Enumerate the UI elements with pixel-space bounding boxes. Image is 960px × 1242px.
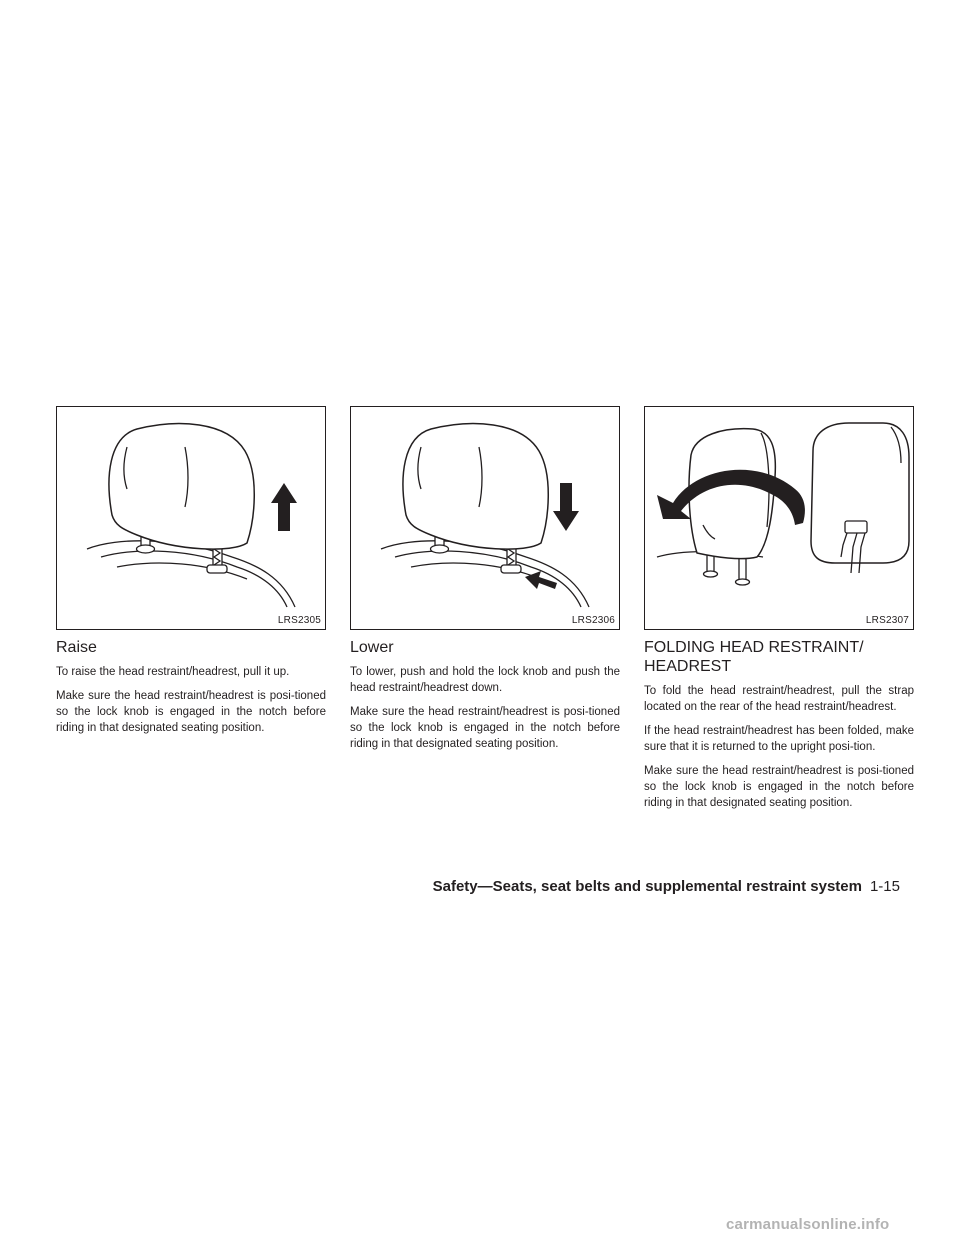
column-raise	[56, 406, 326, 744]
figure-raise	[56, 406, 326, 630]
page-footer	[433, 878, 900, 895]
watermark[interactable]: carmanualsonline.info	[726, 1216, 890, 1233]
page-number: 1-15	[869, 878, 900, 895]
raise-headrest-illustration	[57, 407, 325, 629]
column-folding	[644, 406, 914, 819]
column-lower	[350, 406, 620, 760]
lower-headrest-illustration	[351, 407, 619, 629]
paragraph: Make sure the head restraint/headrest is posi-tioned so the lock knob is engaged in the notch before riding in that designated seating position.	[350, 706, 620, 750]
paragraph: To raise the head restraint/headrest, pull it up.	[56, 666, 290, 678]
paragraph: If the head restraint/headrest has been folded, make sure that it is returned to the upright posi-tion.	[644, 725, 914, 753]
paragraph: Make sure the head restraint/headrest is posi-tioned so the lock knob is engaged in the notch before riding in that designated seating position.	[56, 690, 326, 734]
footer-section-title: Safety—Seats, seat belts and supplemental restraint system	[432, 878, 862, 895]
fold-headrest-illustration	[645, 407, 913, 629]
paragraph: To fold the head restraint/headrest, pull the strap located on the rear of the head restraint/headrest.	[644, 685, 914, 713]
section-heading: Lower	[350, 639, 394, 656]
paragraph: Make sure the head restraint/headrest is posi-tioned so the lock knob is engaged in the notch before riding in that designated seating position.	[644, 765, 914, 809]
figure-folding	[644, 406, 914, 630]
figure-code: LRS2307	[865, 615, 909, 626]
paragraph: To lower, push and hold the lock knob and push the head restraint/headrest down.	[350, 666, 620, 694]
section-heading: FOLDING HEAD RESTRAINT/ HEADREST	[644, 639, 864, 675]
figure-code: LRS2306	[571, 615, 615, 626]
figure-lower	[350, 406, 620, 630]
section-heading: Raise	[56, 639, 97, 656]
figure-code: LRS2305	[277, 615, 321, 626]
